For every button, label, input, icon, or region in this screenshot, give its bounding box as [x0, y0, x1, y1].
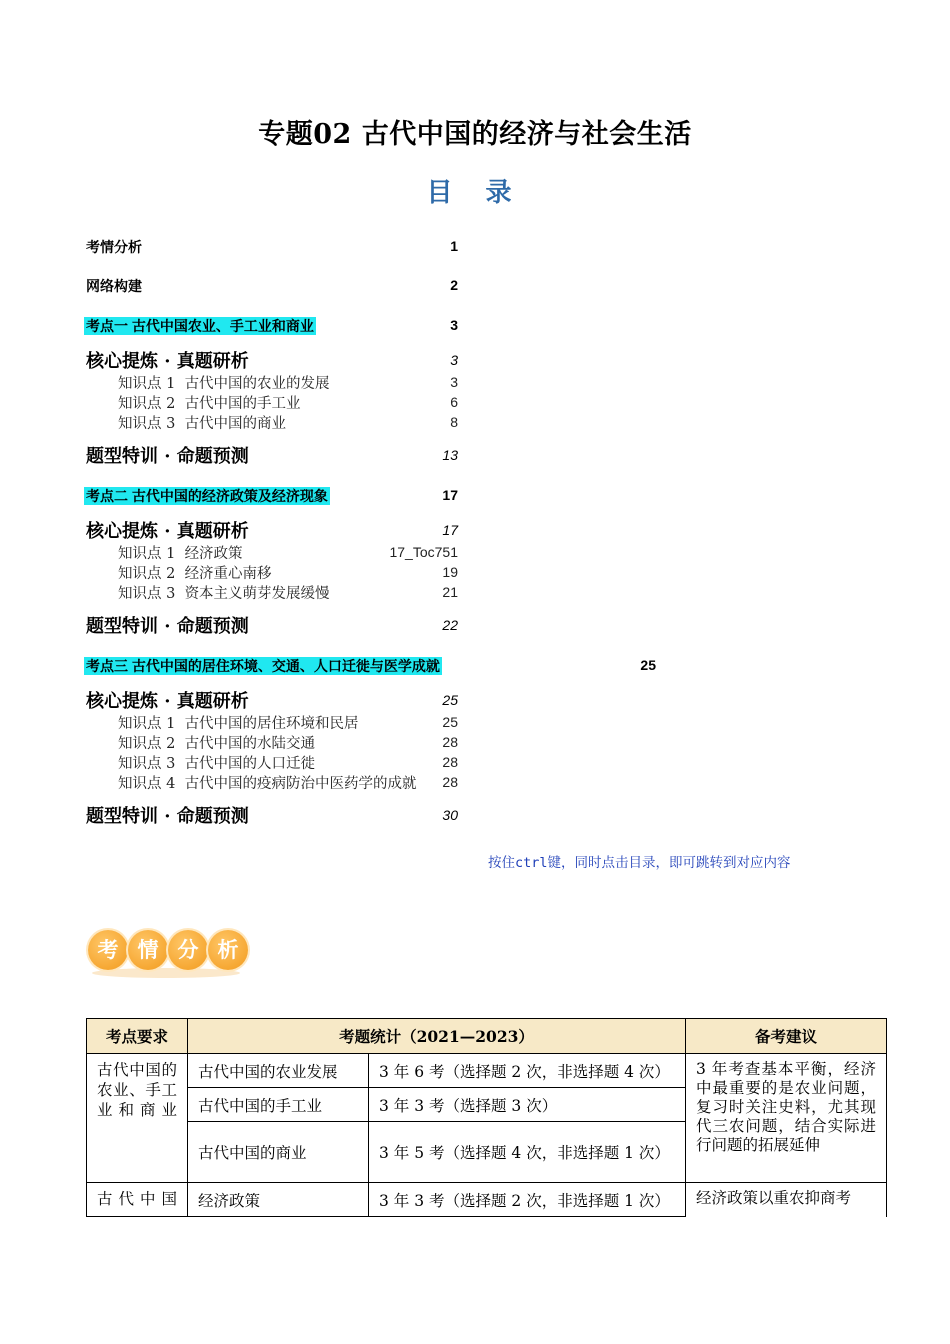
requirement-cell: 古代中国的农业、手工业和商业 [87, 1054, 188, 1183]
toc-item[interactable] [118, 732, 315, 753]
banner-char: 分 [168, 930, 208, 970]
stat-cell: 3 年 3 考（选择题 3 次） [369, 1088, 686, 1122]
toc-item-num: 知识点 4 [118, 776, 176, 792]
stat-cell: 3 年 3 考（选择题 2 次，非选择题 1 次） [369, 1183, 686, 1217]
toc-page-number: 3 [450, 352, 458, 368]
table-header-row [87, 1019, 887, 1054]
toc-item-label: 古代中国的人口迁徙 [184, 756, 316, 772]
toc-item-num: 知识点 1 [118, 546, 176, 562]
toc-page-number: 21 [442, 584, 458, 600]
toc-point-3[interactable] [84, 656, 442, 676]
banner-char: 情 [128, 930, 168, 970]
toc-item[interactable] [118, 752, 315, 773]
banner-char: 考 [88, 930, 128, 970]
toc-item[interactable] [118, 712, 359, 733]
toc-section-core[interactable]: 核心提炼 · 真题研析 [86, 521, 249, 542]
toc-section-practice[interactable]: 题型特训 · 命题预测 [86, 616, 249, 637]
toc-item-label: 古代中国的农业的发展 [184, 376, 330, 392]
table-row [87, 1054, 887, 1088]
toc-point-label: 考点三 古代中国的居住环境、交通、人口迁徙与医学成就 [86, 658, 440, 674]
toc-section-practice[interactable]: 题型特训 · 命题预测 [86, 806, 249, 827]
header-statistics: 考题统计（2021—2023） [188, 1019, 686, 1054]
banner-char: 析 [208, 930, 248, 970]
topic-cell: 古代中国的商业 [188, 1122, 369, 1183]
toc-page-number: 8 [450, 414, 458, 430]
toc-page-number: 1 [450, 238, 458, 254]
toc-page-number: 6 [450, 394, 458, 410]
toc-page-number: 13 [442, 447, 458, 463]
toc-item-num: 知识点 1 [118, 376, 176, 392]
toc-page-number: 28 [442, 734, 458, 750]
toc-page-number: 3 [450, 317, 458, 333]
toc-item-label: 经济政策 [184, 546, 243, 562]
toc-item-num: 知识点 2 [118, 566, 176, 582]
banner-shadow [92, 968, 240, 978]
toc-page-number: 25 [442, 692, 458, 708]
toc-entry-network[interactable]: 网络构建 [86, 278, 142, 294]
table-row [87, 1183, 887, 1217]
topic-cell: 古代中国的农业发展 [188, 1054, 369, 1088]
toc-page-number: 2 [450, 277, 458, 293]
toc-page-number: 17_Toc751 [389, 544, 458, 560]
header-suggestion: 备考建议 [686, 1019, 887, 1054]
toc-item[interactable] [118, 372, 330, 393]
toc-section-practice[interactable]: 题型特训 · 命题预测 [86, 446, 249, 467]
toc-item[interactable] [118, 562, 272, 583]
toc-item-num: 知识点 3 [118, 586, 176, 602]
header-requirement: 考点要求 [87, 1019, 188, 1054]
exam-analysis-table [86, 1018, 887, 1217]
toc-page-number: 3 [450, 374, 458, 390]
toc-item[interactable] [118, 582, 330, 603]
toc-item-label: 古代中国的疫病防治中医药学的成就 [184, 776, 417, 792]
toc-item-label: 古代中国的手工业 [184, 396, 301, 412]
stat-cell: 3 年 6 考（选择题 2 次，非选择题 4 次） [369, 1054, 686, 1088]
toc-page-number: 28 [442, 754, 458, 770]
toc-heading: 目 录 [426, 178, 524, 208]
toc-item-num: 知识点 2 [118, 736, 176, 752]
toc-item[interactable] [118, 772, 417, 793]
toc-page-number: 17 [442, 487, 458, 503]
toc-item[interactable] [118, 412, 286, 433]
stat-cell: 3 年 5 考（选择题 4 次，非选择题 1 次） [369, 1122, 686, 1183]
toc-section-core[interactable]: 核心提炼 · 真题研析 [86, 691, 249, 712]
toc-item-label: 古代中国的水陆交通 [184, 736, 316, 752]
toc-page-number: 22 [442, 617, 458, 633]
topic-cell: 经济政策 [188, 1183, 369, 1217]
toc-point-label: 考点二 古代中国的经济政策及经济现象 [86, 488, 328, 504]
toc-hint-text: 按住ctrl键，同时点击目录，即可跳转到对应内容 [488, 855, 791, 871]
toc-page-number: 25 [442, 714, 458, 730]
requirement-cell: 古代中国 [87, 1183, 188, 1217]
toc-page-number: 17 [442, 522, 458, 538]
toc-item-label: 资本主义萌芽发展缓慢 [184, 586, 330, 602]
toc-item-label: 古代中国的商业 [184, 416, 287, 432]
toc-point-1[interactable] [84, 316, 316, 336]
toc-entry-analysis[interactable]: 考情分析 [86, 239, 142, 255]
suggestion-cell: 3 年考查基本平衡，经济中最重要的是农业问题，复习时关注史料，尤其现代三农问题，结合实际进行问题的拓展延伸 [686, 1054, 887, 1183]
document-title: 专题02 古代中国的经济与社会生活 [258, 119, 692, 150]
suggestion-cell: 经济政策以重农抑商考 [686, 1183, 887, 1217]
toc-item-label: 古代中国的居住环境和民居 [184, 716, 359, 732]
toc-section-core[interactable]: 核心提炼 · 真题研析 [86, 351, 249, 372]
toc-item-label: 经济重心南移 [184, 566, 272, 582]
toc-item-num: 知识点 3 [118, 756, 176, 772]
toc-page-number: 19 [442, 564, 458, 580]
toc-page-number: 25 [640, 657, 656, 673]
toc-page-number: 30 [442, 807, 458, 823]
toc-item[interactable] [118, 542, 243, 563]
toc-item[interactable] [118, 392, 301, 413]
toc-item-num: 知识点 1 [118, 716, 176, 732]
toc-item-num: 知识点 2 [118, 396, 176, 412]
toc-point-label: 考点一 古代中国农业、手工业和商业 [86, 318, 314, 334]
topic-cell: 古代中国的手工业 [188, 1088, 369, 1122]
toc-point-2[interactable] [84, 486, 330, 506]
toc-item-num: 知识点 3 [118, 416, 176, 432]
toc-page-number: 28 [442, 774, 458, 790]
